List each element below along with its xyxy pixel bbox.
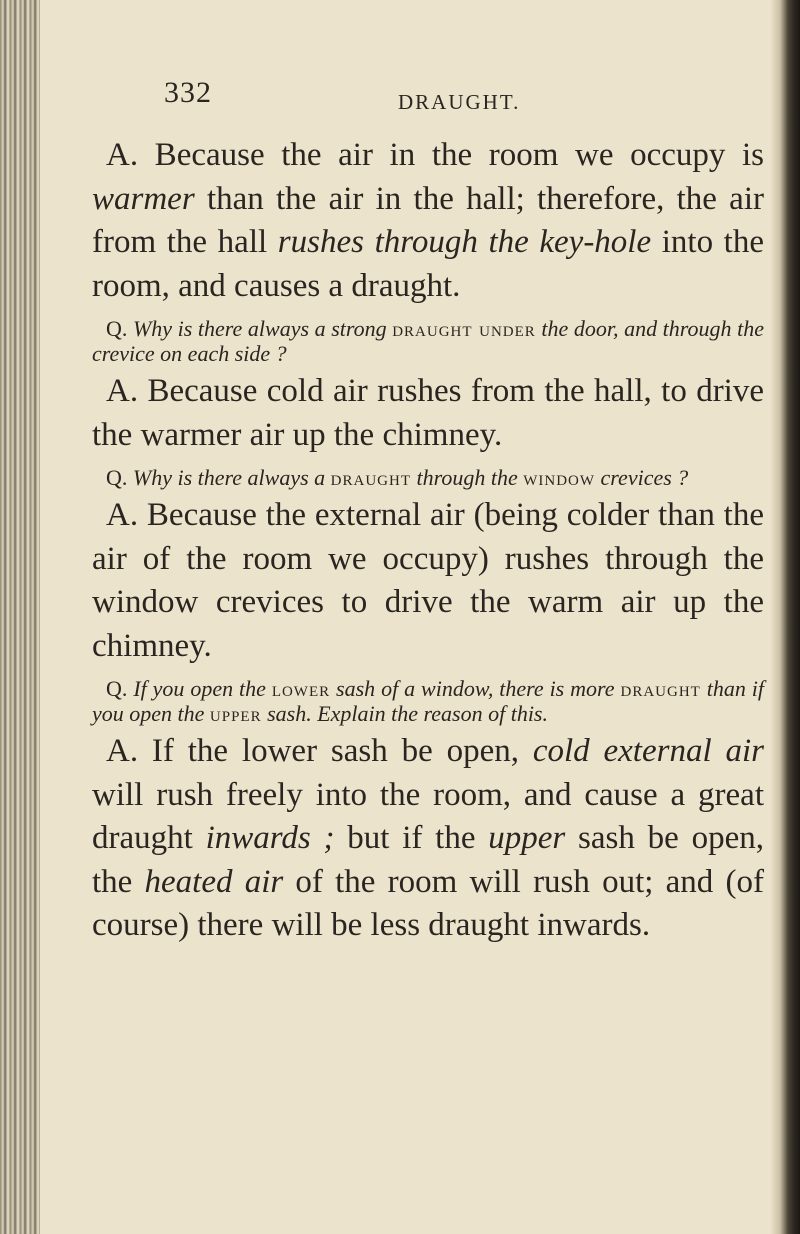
text-run: into the room, and causes a draught. — [92, 224, 764, 304]
small-caps-text: draught under — [392, 316, 536, 341]
question-label: Q. — [106, 676, 134, 701]
italic-text: upper — [488, 820, 566, 856]
body-text — [92, 134, 764, 948]
small-caps-text: lower — [271, 676, 331, 701]
answer-paragraph — [92, 134, 764, 308]
question-label: Q. — [106, 465, 133, 490]
text-run: of the room will rush out; and (of course) there will be less draught inwards. — [92, 863, 764, 943]
italic-text: cold external air — [532, 733, 764, 769]
running-head: DRAUGHT. — [398, 90, 521, 114]
text-run: Why is there always a strong — [132, 316, 393, 341]
text-run: the door, and through the crevice on each side ? — [92, 316, 765, 366]
book-page — [92, 68, 764, 948]
text-run: sash of a window, there is more — [330, 676, 621, 701]
text-run: A. If the lower sash be open, — [106, 733, 533, 769]
question-label: Q. — [106, 316, 133, 341]
text-run: A. Because the external air (being colder than the air of the room we occupy) rushes through the window crevices to drive the warm air up the chimney. — [92, 497, 764, 664]
book-binding-edge — [0, 0, 40, 1234]
page-edge-shadow — [770, 0, 800, 1234]
question-paragraph — [92, 465, 764, 490]
answer-paragraph — [92, 730, 764, 948]
question-paragraph — [92, 676, 764, 726]
answer-paragraph — [92, 370, 764, 457]
italic-text: heated air — [144, 863, 284, 900]
italic-text: rushes through the key-hole — [277, 224, 652, 260]
answer-paragraph — [92, 494, 764, 668]
text-run: sash. Explain the reason of this. — [261, 701, 548, 726]
text-run: than if you open the — [92, 676, 764, 726]
text-run: If you open the — [133, 676, 272, 701]
page-header — [92, 68, 764, 124]
question-paragraph — [92, 316, 764, 366]
small-caps-text: upper — [209, 701, 262, 726]
text-run: A. Because cold air rushes from the hall, to drive the warmer air up the chimney. — [92, 373, 764, 453]
italic-text: inwards ; — [205, 820, 335, 856]
text-run: but if the — [334, 820, 489, 856]
text-run: through the — [411, 465, 524, 490]
small-caps-text: window — [523, 465, 596, 490]
text-run: than the air in the hall; therefore, the air from the hall — [92, 180, 764, 260]
text-run: A. Because the air in the room we occupy is — [106, 137, 764, 173]
italic-text: warmer — [92, 180, 195, 217]
small-caps-text: draught — [330, 465, 411, 490]
small-caps-text: draught — [620, 676, 701, 701]
text-run: sash be open, the — [92, 820, 764, 900]
page-number: 332 — [164, 76, 212, 109]
text-run: crevices ? — [595, 465, 689, 490]
text-run: Why is there always a — [132, 465, 331, 490]
text-run: will rush freely into the room, and cause a great draught — [92, 776, 764, 856]
